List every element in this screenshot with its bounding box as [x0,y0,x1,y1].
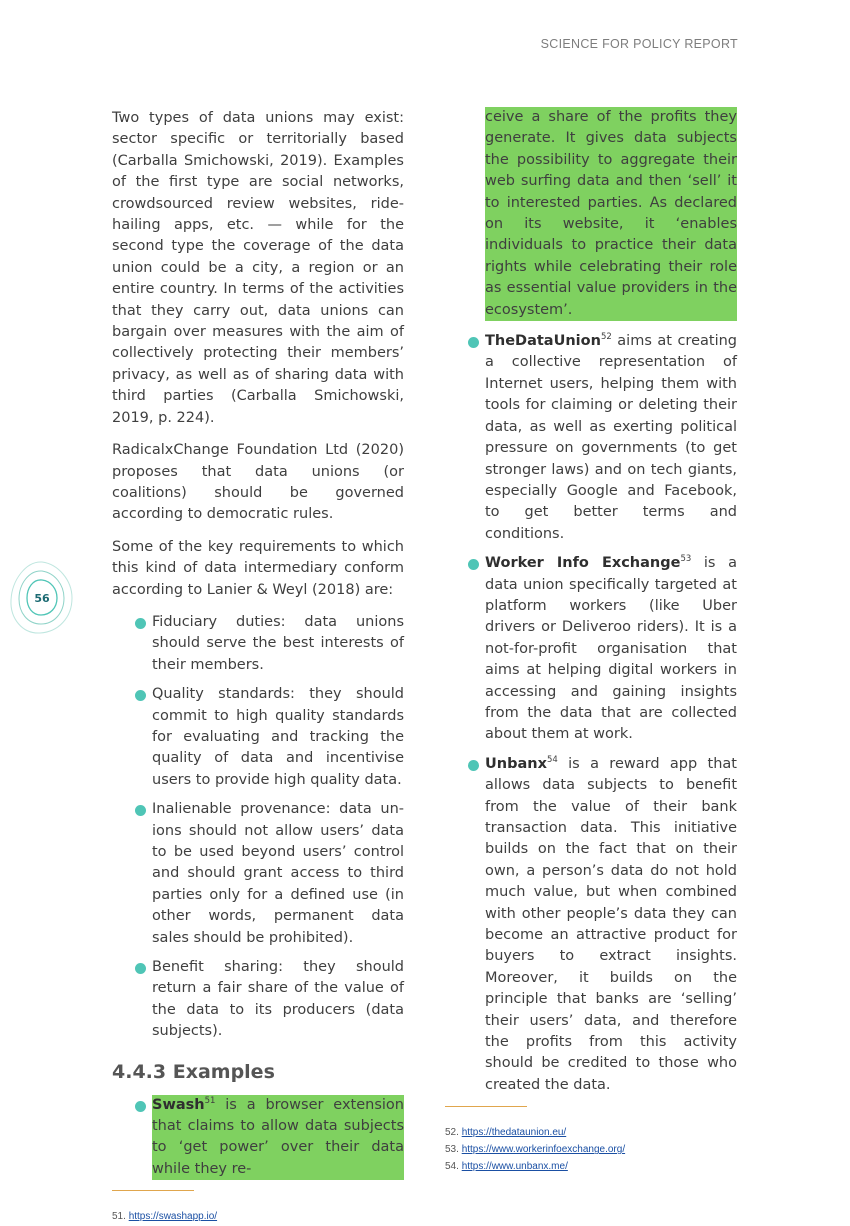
list-item-text [485,553,737,746]
footnote-rule [112,1190,194,1191]
footnote-ref[interactable]: 53 [680,554,692,565]
running-header: SCIENCE FOR POLICY REPORT [540,37,738,51]
item-text: is a reward app that allows data subjects to benefit from the value of their bank transaction data. This initiative builds on the fact that on their own, a person’s data do not hold much value, but when combined with other people’s data they can become an attractive product for buyers to extract insights. Moreover, it builds on the principle that banks are ‘selling’ their users’ data, and therefore the profits from this activity should be credited to those who created the data. [485,755,737,1093]
left-column [112,108,404,1226]
list-item-text: Quality standards: they should commit to high quality standards for evaluating and tracking the quality of data and incentivise users to provide high quality data. [152,686,404,788]
footnote-ref[interactable]: 51 [204,1095,216,1106]
item-name: Unbanx [485,755,547,772]
highlighted-text [152,1095,404,1181]
footnote [445,1125,737,1141]
list-item [112,957,404,1043]
list-item [112,684,404,791]
item-text: is a browser extension that claims to allow data subjects to ‘get power’ over their data while they re- [152,1096,404,1177]
footnote-link[interactable]: https://swashapp.io/ [128,1211,218,1223]
footnote [445,1142,737,1158]
right-column [445,107,737,1176]
list-item-swash [112,1095,404,1181]
footnote-link[interactable]: https://www.unbanx.me/ [461,1161,568,1173]
footnote-number: 51. [112,1211,126,1223]
section-heading: 4.4.3 Examples [112,1060,275,1083]
list-item-thedataunion [445,331,737,545]
footnote-number: 54. [445,1161,459,1173]
list-item-text: Benefit sharing: they should return a fair share of the value of the data to its producers (data subjects). [152,959,404,1040]
highlighted-text: ceive a share of the profits they generate. It gives data subjects the possibility to aggregate their web surfing data and then ‘sell’ it to interested parties. As declared on its website, it ‘enables individuals to practice their data rights while celebrating their role as essential value providers in the ecosystem’. [485,107,737,321]
list-item [112,799,404,949]
item-name: Worker Info Exchange [485,555,681,572]
footnote [112,1209,404,1225]
paragraph: Some of the key requirements to which this kind of data intermediary conform according to Lanier & Weyl (2018) are: [112,538,404,598]
page-number-badge [6,558,78,638]
list-item [112,612,404,676]
footnote-ref[interactable]: 52 [600,332,612,343]
paragraph: RadicalxChange Foundation Ltd (2020) proposes that data unions (or coalitions) should be governed according to democratic rules. [112,442,404,523]
footnote [445,1159,737,1175]
item-text: is a data union specifically targeted at platform workers (like Uber drivers or Deliveroo riders). It is a not-for-profit organisation that aims at helping digital workers in accessing and gaining insights from the data that are collected about them at work. [485,555,737,743]
page-number: 56 [34,592,50,605]
paragraph: Two types of data unions may exist: sector specific or territorially based (Carballa Smichowski, 2019). Examples of the first type are social networks, crowdsourced review websites, ride-hailing apps, etc. — while for the second type the coverage of the data union could be a city, a region or an entire country. In terms of the activities that they carry out, data unions can bargain over measures with the aim of collectively protecting their members’ privacy, as well as of sharing data with third parties (Carballa Smichowski, 2019, p. 224). [112,110,404,426]
swash-continuation [445,107,737,321]
item-name: Swash [152,1096,205,1113]
list-item-text [485,331,737,545]
footnote-link[interactable]: https://thedataunion.eu/ [461,1127,567,1139]
footnote-ref[interactable]: 54 [546,754,558,765]
list-item-text [485,754,737,1097]
item-name: TheDataUnion [485,333,601,350]
footnote-rule [445,1106,527,1107]
list-item-text: Inalienable provenance: data unions should not allow users’ data to be used beyond users’ control and should grant access to third parties only for a defined use (in other words, permanent data sales should be prohibited). [152,801,404,946]
footnote-number: 52. [445,1127,459,1139]
footnote-number: 53. [445,1144,459,1156]
list-item-worker-info-exchange [445,553,737,746]
footnote-link[interactable]: https://www.workerinfoexchange.org/ [461,1144,626,1156]
list-item-unbanx [445,754,737,1097]
item-text: aims at creating a collective representation of Internet users, helping them with tools for claiming or deleting their data, as well as exerting political pressure on governments (to get stronger laws) and on tech giants, especially Google and Facebook, to get better terms and conditions. [485,333,737,542]
list-item-text: Fiduciary duties: data unions should serve the best interests of their members. [152,613,404,673]
